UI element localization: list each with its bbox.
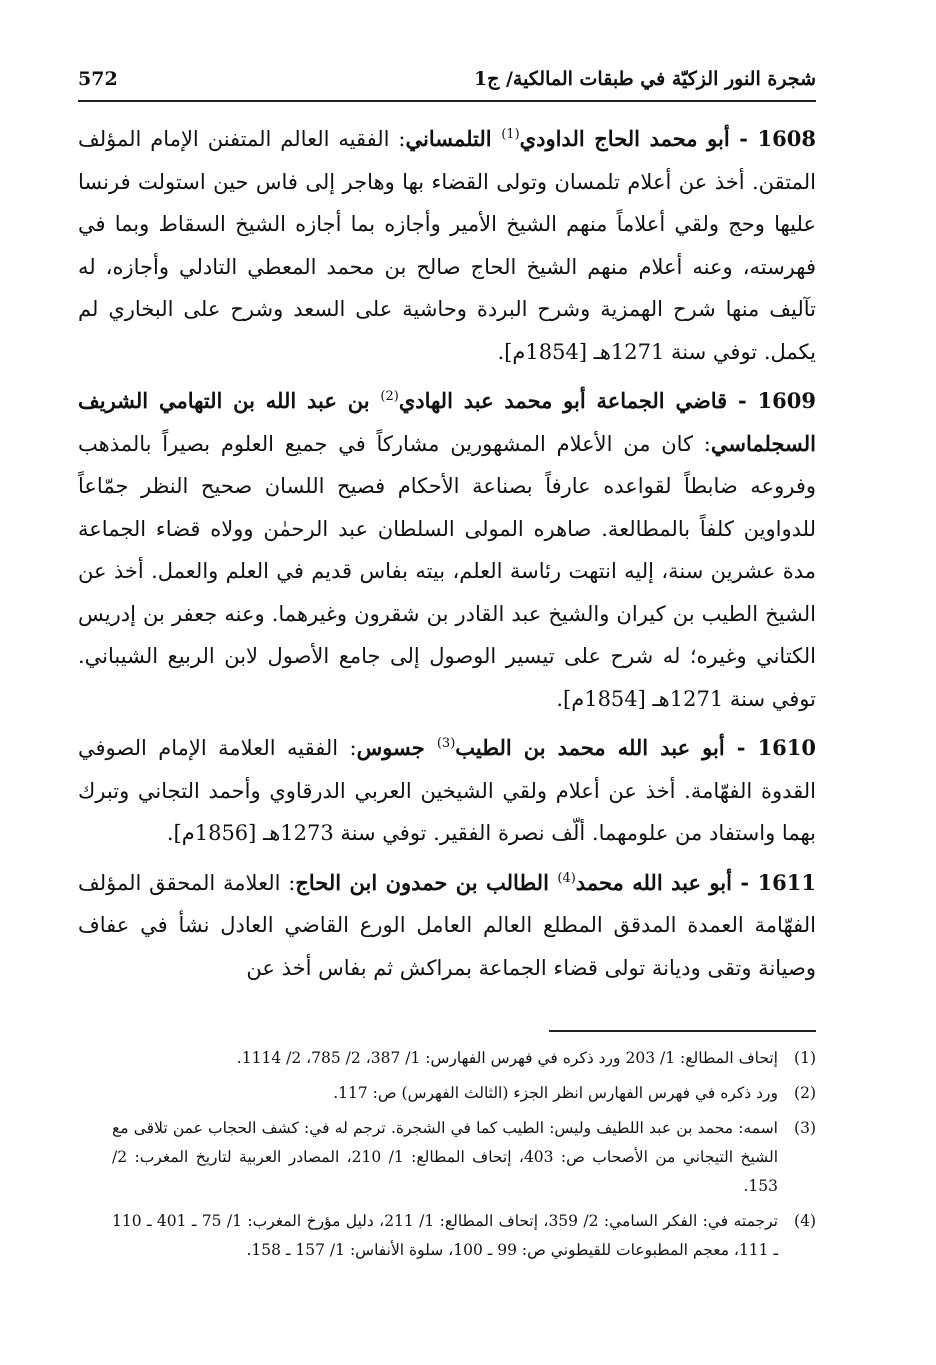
- footnote-ref: (2): [380, 389, 399, 404]
- footnote-number: (1): [794, 1049, 816, 1067]
- footnote-text: ورد ذكره في فهرس الفهارس انظر الجزء (الثالث الفهرس) ص: 117.: [333, 1084, 778, 1102]
- entry-name-cont: التلمساني: [405, 126, 502, 151]
- footnote-1: [112, 1044, 816, 1073]
- entry-number: 1611 -: [731, 869, 817, 895]
- entry-1608: [78, 118, 816, 373]
- entry-text: : الفقيه العالم المتفنن الإمام المؤلف المتقن. أخذ عن أعلام تلمسان وتولى القضاء بها وهاجر إلى فاس حين استولت فرنسا عليها وحج ولقي أعلاماً منهم الشيخ الأمير وأجازه بما أجازه الشيخ السقاط وبما في فهرسته، وعنه أعلام منهم الشيخ الحاج صالح بن محمد المعطي التادلي وأجازه، له تآليف منها شرح الهمزية وشرح البردة وحاشية على السعد وشرح على البخاري لم يكمل. توفي سنة 1271هـ [1854م].: [78, 127, 816, 364]
- entry-name: أبو عبد الله محمد: [575, 869, 732, 895]
- footnote-ref: (3): [436, 736, 456, 751]
- page-number: 572: [78, 68, 118, 90]
- entry-number: 1608 -: [729, 126, 816, 151]
- footnote-separator: [549, 1030, 816, 1032]
- header-title: شجرة النور الزكيّة في طبقات المالكية/ ج1: [473, 68, 816, 90]
- entry-name-cont: بن عبد الله بن التهامي الشريف السجلماسي: [78, 388, 816, 456]
- footnote-number: (4): [794, 1212, 816, 1230]
- footnote-ref: (4): [557, 870, 576, 886]
- main-text: [78, 118, 816, 996]
- footnote-ref: (1): [501, 127, 520, 142]
- entry-1609: [78, 380, 816, 720]
- entry-text: : العلامة المحقق المؤلف الفهّامة العمدة المدقق المطلع العالم العامل الورع القاضي العادل نشأ في عفاف وصيانة وتقى وديانة تولى قضاء الجماعة بمراكش ثم بفاس أخذ عن: [78, 870, 816, 980]
- footnote-text: إتحاف المطالع: 1/ 203 ورد ذكره في فهرس الفهارس: 1/ 387، 2/ 785، 2/ 1114.: [236, 1049, 778, 1067]
- entry-number: 1610 -: [724, 735, 817, 760]
- footnote-4: [112, 1207, 816, 1265]
- entry-name: قاضي الجماعة أبو محمد عبد الهادي: [398, 388, 728, 413]
- entry-1611: [78, 862, 816, 990]
- entry-name: أبو محمد الحاج الداودي: [519, 126, 730, 151]
- entry-text: : الفقيه العلامة الإمام الصوفي القدوة الفهّامة. أخذ عن أعلام ولقي الشيخين العربي الدرقاوي وأحمد التجاني وتبرك بهما واستفاد من علومهما. ألّف نصرة الفقير. توفي سنة 1273هـ [1856م].: [78, 736, 816, 845]
- footnote-number: (2): [794, 1084, 816, 1102]
- footnote-3: [112, 1114, 816, 1201]
- entry-name-cont: جسوس: [356, 735, 437, 760]
- entry-name-cont: الطالب بن حمدون ابن الحاج: [295, 869, 558, 895]
- running-header: [78, 62, 816, 102]
- entry-number: 1609 -: [727, 388, 816, 413]
- footnote-2: [112, 1079, 816, 1108]
- entry-text: : كان من الأعلام المشهورين مشاركاً في جميع العلوم بصيراً بالمذهب وفروعه ضابطاً لقواعده عارفاً بصناعة الأحكام فصيح اللسان صحيح النظر جمّاعاً للدواوين كلفاً بالمطالعة. صاهره المولى السلطان عبد الرحمٰن وولاه قضاء الجماعة مدة عشرين سنة، إليه انتهت رئاسة العلم، بيته بفاس قديم في العلم والعمل. أخذ عن الشيخ الطيب بن كيران والشيخ عبد القادر بن شقرون وغيرهما. وعنه جعفر بن إدريس الكتاني وغيره؛ له شرح على تيسير الوصول إلى جامع الأصول لابن الربيع الشيباني. توفي سنة 1271هـ [1854م].: [78, 431, 816, 711]
- entry-1610: [78, 727, 816, 855]
- footnote-text: ترجمته في: الفكر السامي: 2/ 359، إتحاف المطالع: 1/ 211، دليل مؤرخ المغرب: 1/ 75 ـ 401 ـ 110 ـ 111، معجم المطبوعات للقيطوني ص: 99 ـ 100، سلوة الأنفاس: 1/ 157 ـ 158.: [112, 1212, 778, 1259]
- entry-name: أبو عبد الله محمد بن الطيب: [455, 735, 725, 760]
- footnote-text: اسمه: محمد بن عبد اللطيف وليس: الطيب كما في الشجرة. ترجم له في: كشف الحجاب عمن تلاقى مع الشيخ التيجاني من الأصحاب ص: 403، إتحاف المطالع: 1/ 210، المصادر العربية لتاريخ المغرب: 2/ 153.: [112, 1119, 778, 1195]
- footnotes: [112, 1044, 816, 1271]
- footnote-number: (3): [794, 1119, 816, 1137]
